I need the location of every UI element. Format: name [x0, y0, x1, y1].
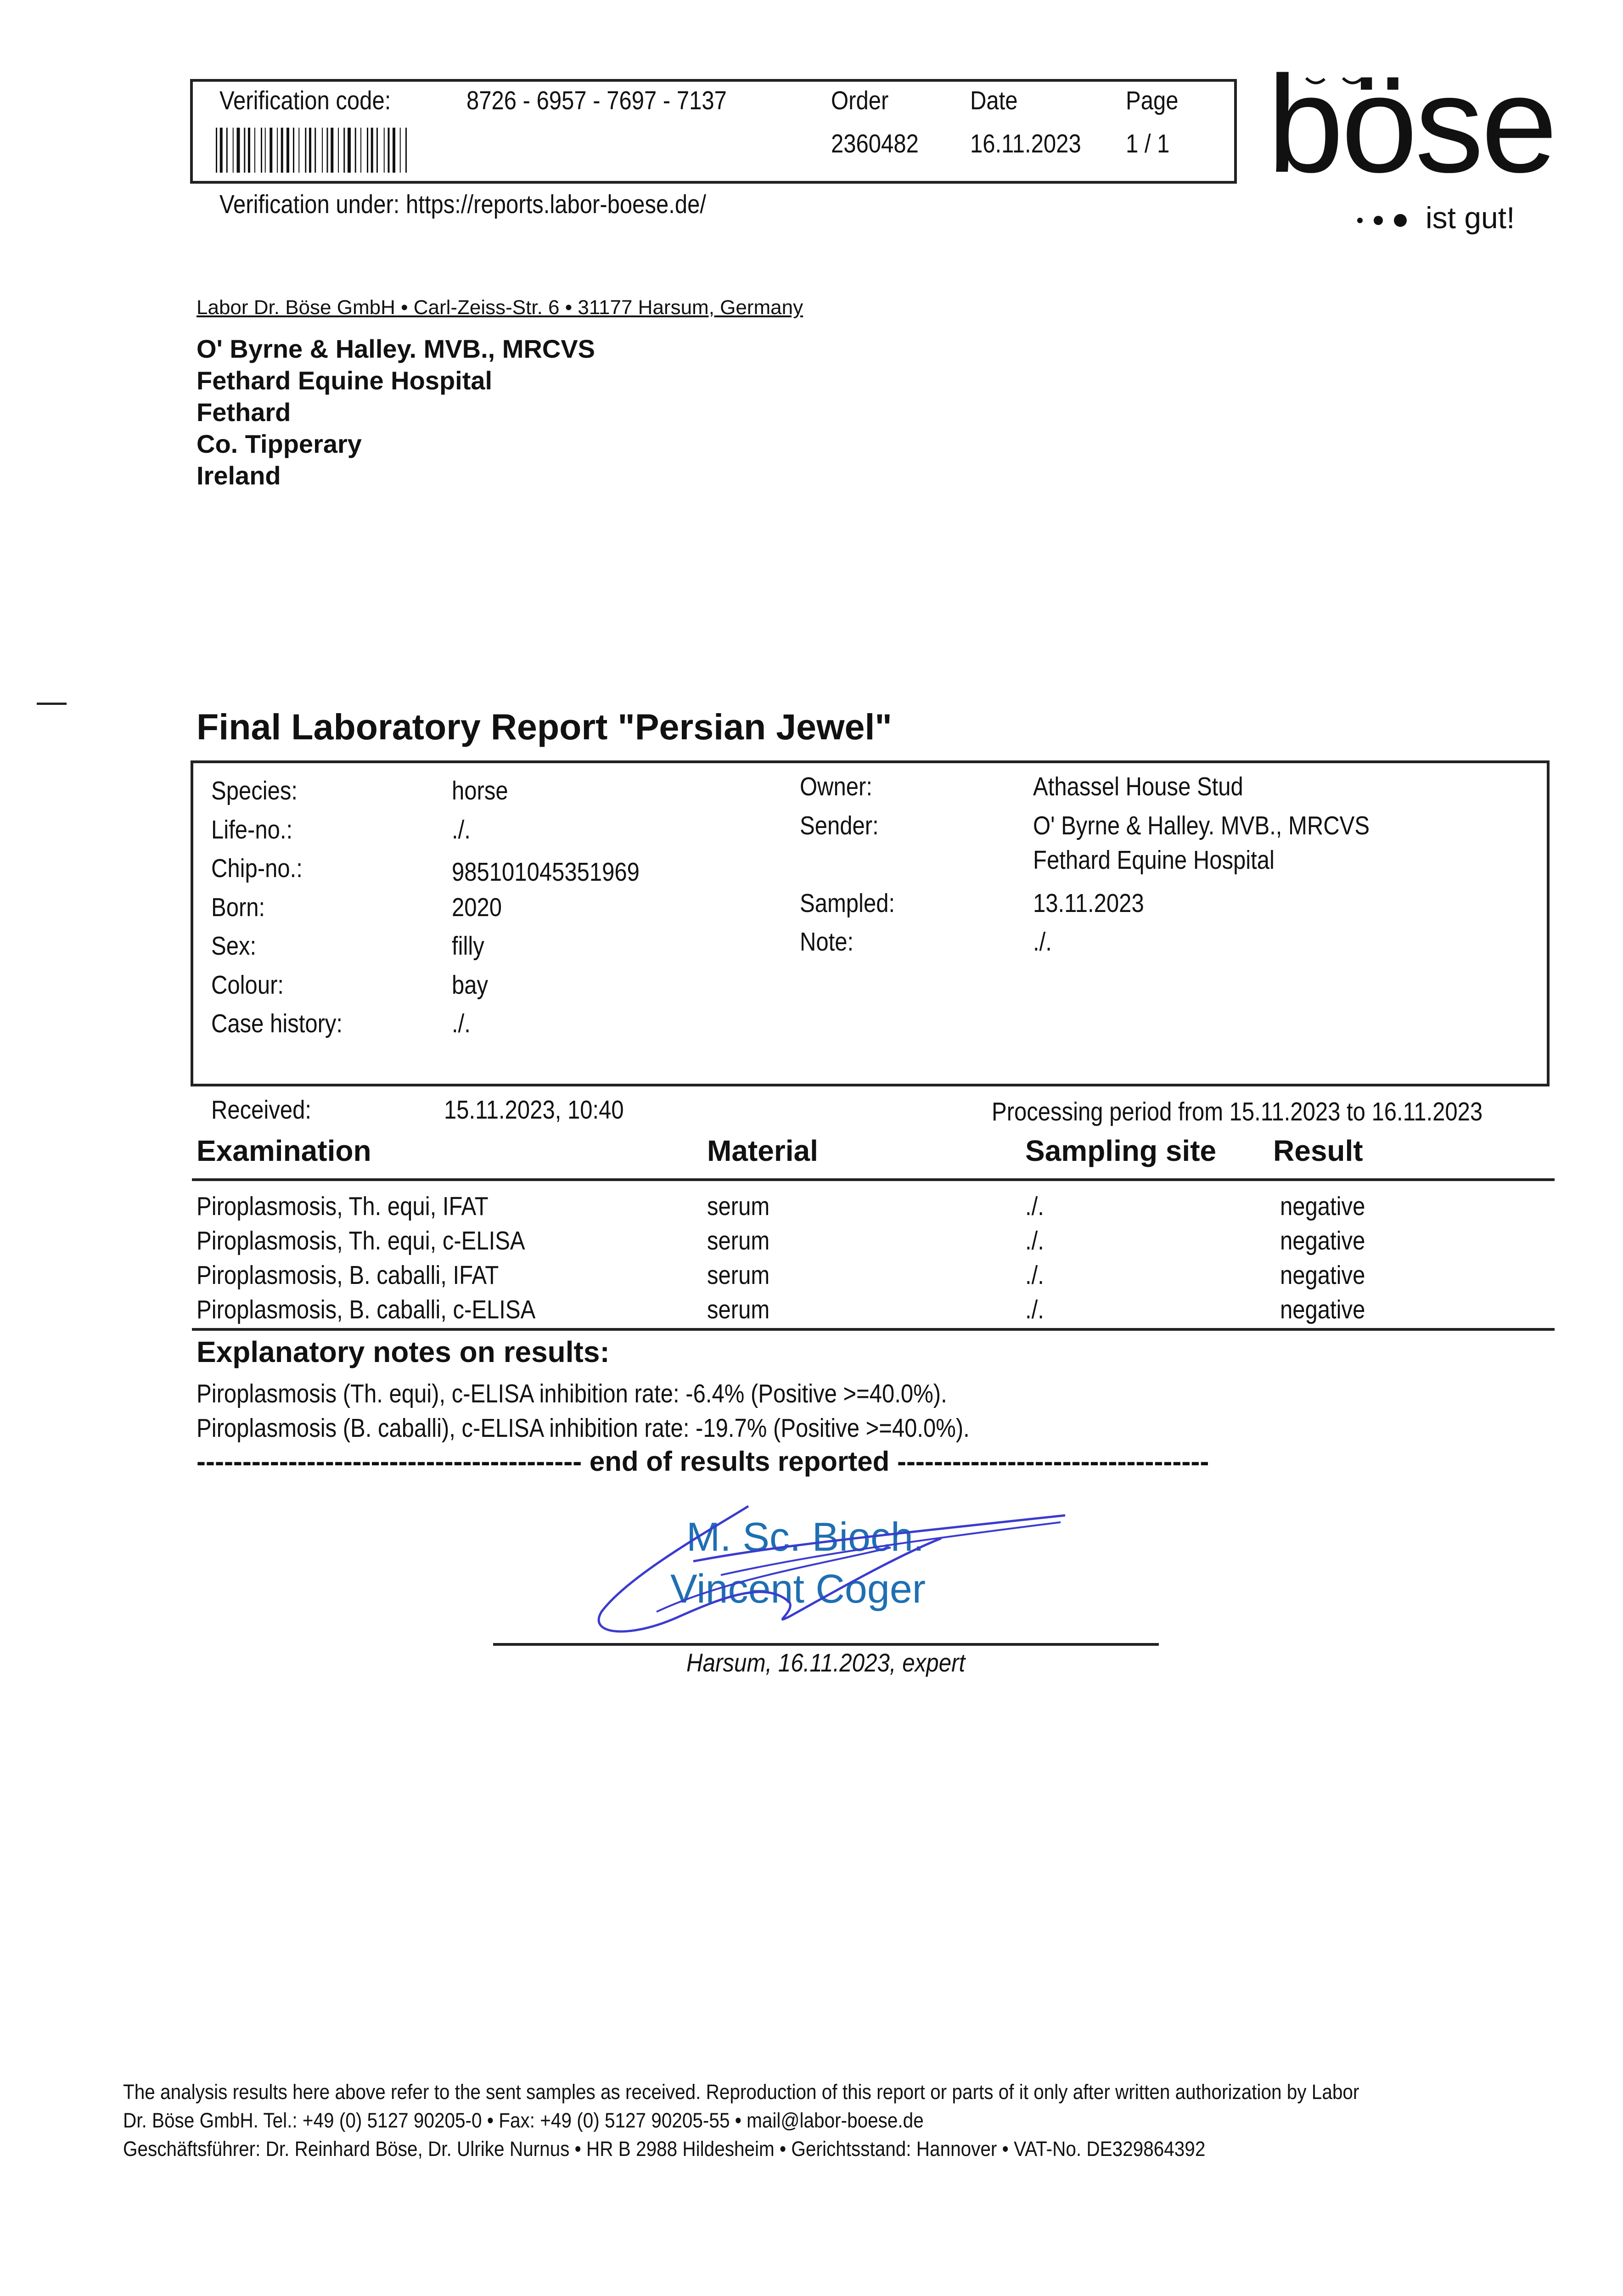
- report-title: Final Laboratory Report "Persian Jewel": [197, 706, 892, 747]
- col-header-material: Material: [707, 1134, 818, 1167]
- table-row-sampling-site: ./.: [1025, 1295, 1044, 1324]
- examination-column: [197, 1189, 535, 1327]
- table-row-examination: Piroplasmosis, Th. equi, IFAT: [197, 1192, 489, 1221]
- note-value: ./.: [1033, 927, 1052, 957]
- table-row-result: negative: [1280, 1192, 1365, 1221]
- sampled-value: 13.11.2023: [1033, 889, 1144, 918]
- sampled-label: Sampled:: [800, 889, 895, 918]
- species-label: Species:: [211, 776, 298, 805]
- col-header-sampling-site: Sampling site: [1025, 1134, 1217, 1167]
- sender-value-line1: O' Byrne & Halley. MVB., MRCVS: [1033, 811, 1370, 840]
- verification-label: Verification code:: [219, 86, 391, 115]
- recipient-line: Ireland: [197, 461, 281, 490]
- table-header-rule: [192, 1178, 1555, 1181]
- signature-stamp-title: M. Sc. Bioch.: [686, 1514, 925, 1559]
- table-row-sampling-site: ./.: [1025, 1261, 1044, 1290]
- note-line: Piroplasmosis (Th. equi), c-ELISA inhibition rate: -6.4% (Positive >=40.0%).: [197, 1379, 947, 1408]
- table-row-sampling-site: ./.: [1025, 1192, 1044, 1221]
- page-label: Page: [1126, 86, 1179, 115]
- footer-line: Geschäftsführer: Dr. Reinhard Böse, Dr. Ulrike Nurnus • HR B 2988 Hildesheim • Gerichtsstand: Hannover • VAT-No. DE329864392: [123, 2137, 1206, 2161]
- table-row-material: serum: [707, 1226, 770, 1255]
- barcode: [216, 128, 551, 173]
- notes-heading: Explanatory notes on results:: [197, 1335, 610, 1368]
- table-row-result: negative: [1280, 1295, 1365, 1324]
- order-label: Order: [831, 86, 889, 115]
- owner-label: Owner:: [800, 772, 873, 801]
- table-row-examination: Piroplasmosis, B. caballi, c-ELISA: [197, 1295, 536, 1324]
- table-row-result: negative: [1280, 1261, 1365, 1290]
- material-column: [707, 1189, 769, 1327]
- footer-line: Dr. Böse GmbH. Tel.: +49 (0) 5127 90205-0 • Fax: +49 (0) 5127 90205-55 • mail@labor-boese.de: [123, 2109, 924, 2132]
- recipient-line: Fethard Equine Hospital: [197, 366, 493, 395]
- received-value: 15.11.2023, 10:40: [444, 1095, 624, 1125]
- table-row-sampling-site: ./.: [1025, 1226, 1044, 1255]
- table-row-material: serum: [707, 1192, 770, 1221]
- owner-value: Athassel House Stud: [1033, 772, 1243, 801]
- born-label: Born:: [211, 892, 265, 922]
- colour-label: Colour:: [211, 970, 284, 1000]
- date-value: 16.11.2023: [970, 129, 1081, 158]
- signature-stamp-name: Vincent Coger: [670, 1566, 926, 1611]
- patient-labels: [211, 771, 343, 1043]
- order-value: 2360482: [831, 129, 919, 158]
- sex-value: filly: [452, 931, 484, 961]
- signature-rule: [493, 1643, 1159, 1646]
- recipient-address: [197, 333, 595, 491]
- table-row-result: negative: [1280, 1226, 1365, 1255]
- patient-values: [452, 771, 640, 1043]
- end-of-results-line: ------------------------------------------ end of results reported ----------------------------------: [197, 1446, 1209, 1477]
- life-no-label: Life-no.:: [211, 815, 293, 844]
- sampling-site-column: [1025, 1189, 1044, 1327]
- table-row-material: serum: [707, 1261, 770, 1290]
- case-history-label: Case history:: [211, 1009, 343, 1038]
- sender-label: Sender:: [800, 811, 879, 840]
- species-value: horse: [452, 776, 508, 805]
- table-bottom-rule: [192, 1328, 1555, 1331]
- notes-body: [197, 1377, 970, 1446]
- received-label: Received:: [211, 1095, 311, 1125]
- date-label: Date: [970, 86, 1018, 115]
- table-row-examination: Piroplasmosis, Th. equi, c-ELISA: [197, 1226, 525, 1255]
- colour-value: bay: [452, 970, 489, 1000]
- recipient-line: Co. Tipperary: [197, 429, 362, 458]
- processing-period: Processing period from 15.11.2023 to 16.11.2023: [992, 1097, 1483, 1126]
- sex-label: Sex:: [211, 931, 257, 961]
- footer-line: The analysis results here above refer to the sent samples as received. Reproduction of this report or parts of it only after written authorization by Labor: [123, 2080, 1359, 2104]
- note-label: Note:: [800, 927, 854, 957]
- col-header-result: Result: [1273, 1134, 1363, 1167]
- verification-url: Verification under: https://reports.labor-boese.de/: [219, 190, 706, 219]
- logo-wordmark: böse: [1267, 47, 1555, 201]
- note-line: Piroplasmosis (B. caballi), c-ELISA inhibition rate: -19.7% (Positive >=40.0%).: [197, 1413, 970, 1443]
- signature-caption: Harsum, 16.11.2023, expert: [686, 1648, 966, 1677]
- fold-mark: [37, 703, 67, 705]
- sender-value-line2: Fethard Equine Hospital: [1033, 845, 1275, 875]
- table-row-examination: Piroplasmosis, B. caballi, IFAT: [197, 1261, 499, 1290]
- col-header-examination: Examination: [197, 1134, 371, 1167]
- patient-info-box: [191, 760, 1550, 1086]
- born-value: 2020: [452, 892, 502, 922]
- chip-no-label: Chip-no.:: [211, 854, 303, 883]
- case-history-value: ./.: [452, 1009, 471, 1038]
- recipient-line: Fethard: [197, 398, 291, 427]
- footer: [123, 2078, 1497, 2163]
- logo-eyebrow-icon: [1274, 73, 1412, 92]
- logo-tagline: ist gut!: [1426, 201, 1515, 235]
- table-row-material: serum: [707, 1295, 770, 1324]
- verification-code: 8726 - 6957 - 7697 - 7137: [466, 86, 727, 115]
- handwritten-signature: [574, 1488, 1102, 1649]
- result-column: [1280, 1189, 1365, 1327]
- page-value: 1 / 1: [1126, 129, 1170, 158]
- logo-dots-icon: [1354, 211, 1414, 230]
- sender-address-line: Labor Dr. Böse GmbH • Carl-Zeiss-Str. 6 • 31177 Harsum, Germany: [197, 296, 803, 319]
- recipient-line: O' Byrne & Halley. MVB., MRCVS: [197, 334, 595, 363]
- chip-no-value: 985101045351969: [452, 857, 640, 887]
- life-no-value: ./.: [452, 815, 471, 844]
